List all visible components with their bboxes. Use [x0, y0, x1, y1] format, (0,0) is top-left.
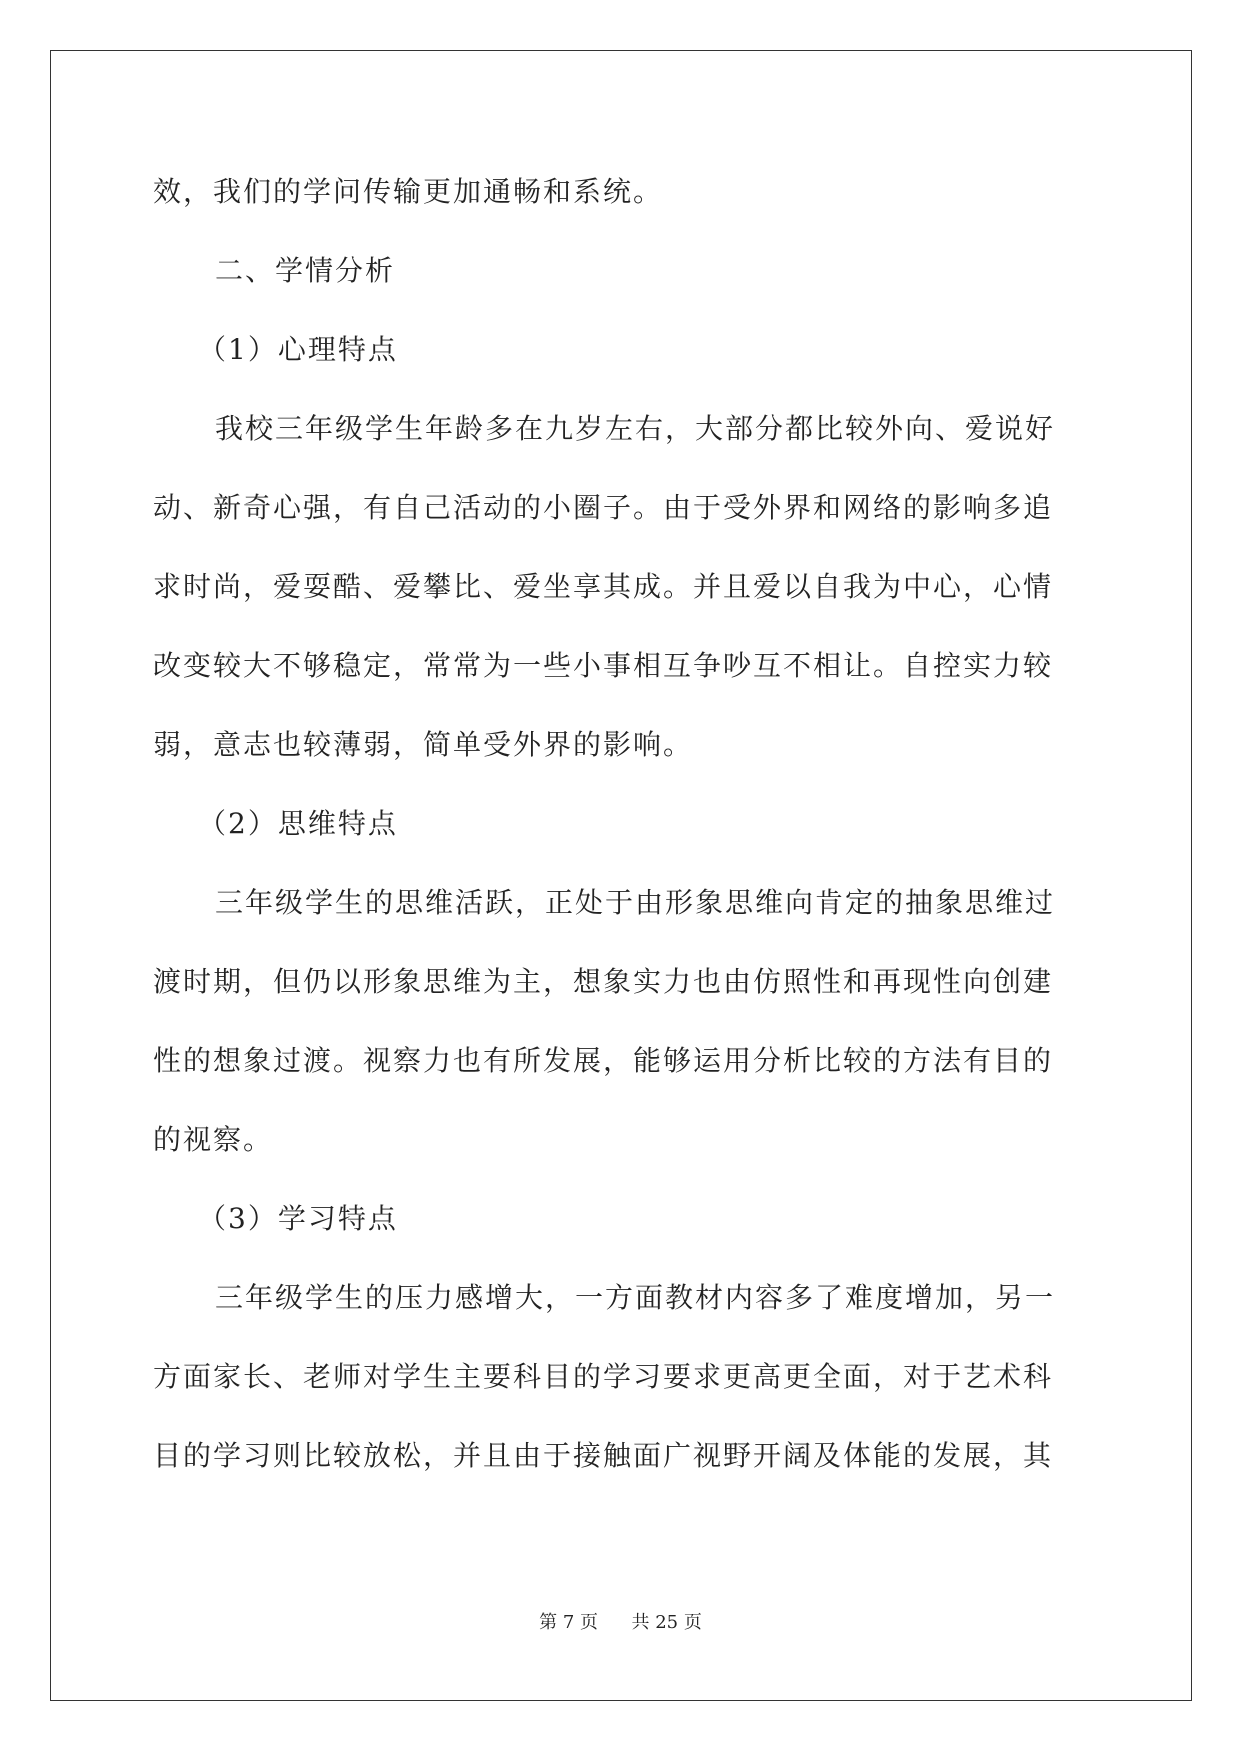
paragraph-line: 我校三年级学生年龄多在九岁左右，大部分都比较外向、爱说好: [215, 412, 1056, 445]
subsection-heading: （3）学习特点: [198, 1202, 398, 1235]
paragraph-line: 目的学习则比较放松，并且由于接触面广视野开阔及体能的发展，其: [153, 1439, 1054, 1472]
subsection-heading: （2）思维特点: [198, 807, 398, 840]
page-number: 第 7 页: [539, 1612, 599, 1633]
paragraph-line: 方面家长、老师对学生主要科目的学习要求更高更全面，对于艺术科: [153, 1360, 1054, 1393]
paragraph-line: 动、新奇心强，有自己活动的小圈子。由于受外界和网络的影响多追: [153, 491, 1054, 524]
paragraph-line: 效，我们的学问传输更加通畅和系统。: [153, 175, 664, 208]
page-footer: [0, 1608, 1241, 1634]
paragraph-line: 渡时期，但仍以形象思维为主，想象实力也由仿照性和再现性向创建: [153, 965, 1054, 998]
paragraph-line: 求时尚，爱耍酷、爱攀比、爱坐享其成。并且爱以自我为中心，心情: [153, 570, 1054, 603]
paragraph-line: 改变较大不够稳定，常常为一些小事相互争吵互不相让。自控实力较: [153, 649, 1054, 682]
paragraph-line: 三年级学生的思维活跃，正处于由形象思维向肯定的抽象思维过: [215, 886, 1056, 919]
document-body: [153, 172, 1093, 1515]
paragraph-line: 性的想象过渡。视察力也有所发展，能够运用分析比较的方法有目的: [153, 1044, 1054, 1077]
page-total: 共 25 页: [631, 1612, 702, 1633]
paragraph-line: 的视察。: [153, 1123, 274, 1156]
subsection-heading: （1）心理特点: [198, 333, 398, 366]
section-heading: 二、学情分析: [215, 254, 396, 287]
paragraph-line: 三年级学生的压力感增大，一方面教材内容多了难度增加，另一: [215, 1281, 1056, 1314]
paragraph-line: 弱，意志也较薄弱，简单受外界的影响。: [153, 728, 694, 761]
